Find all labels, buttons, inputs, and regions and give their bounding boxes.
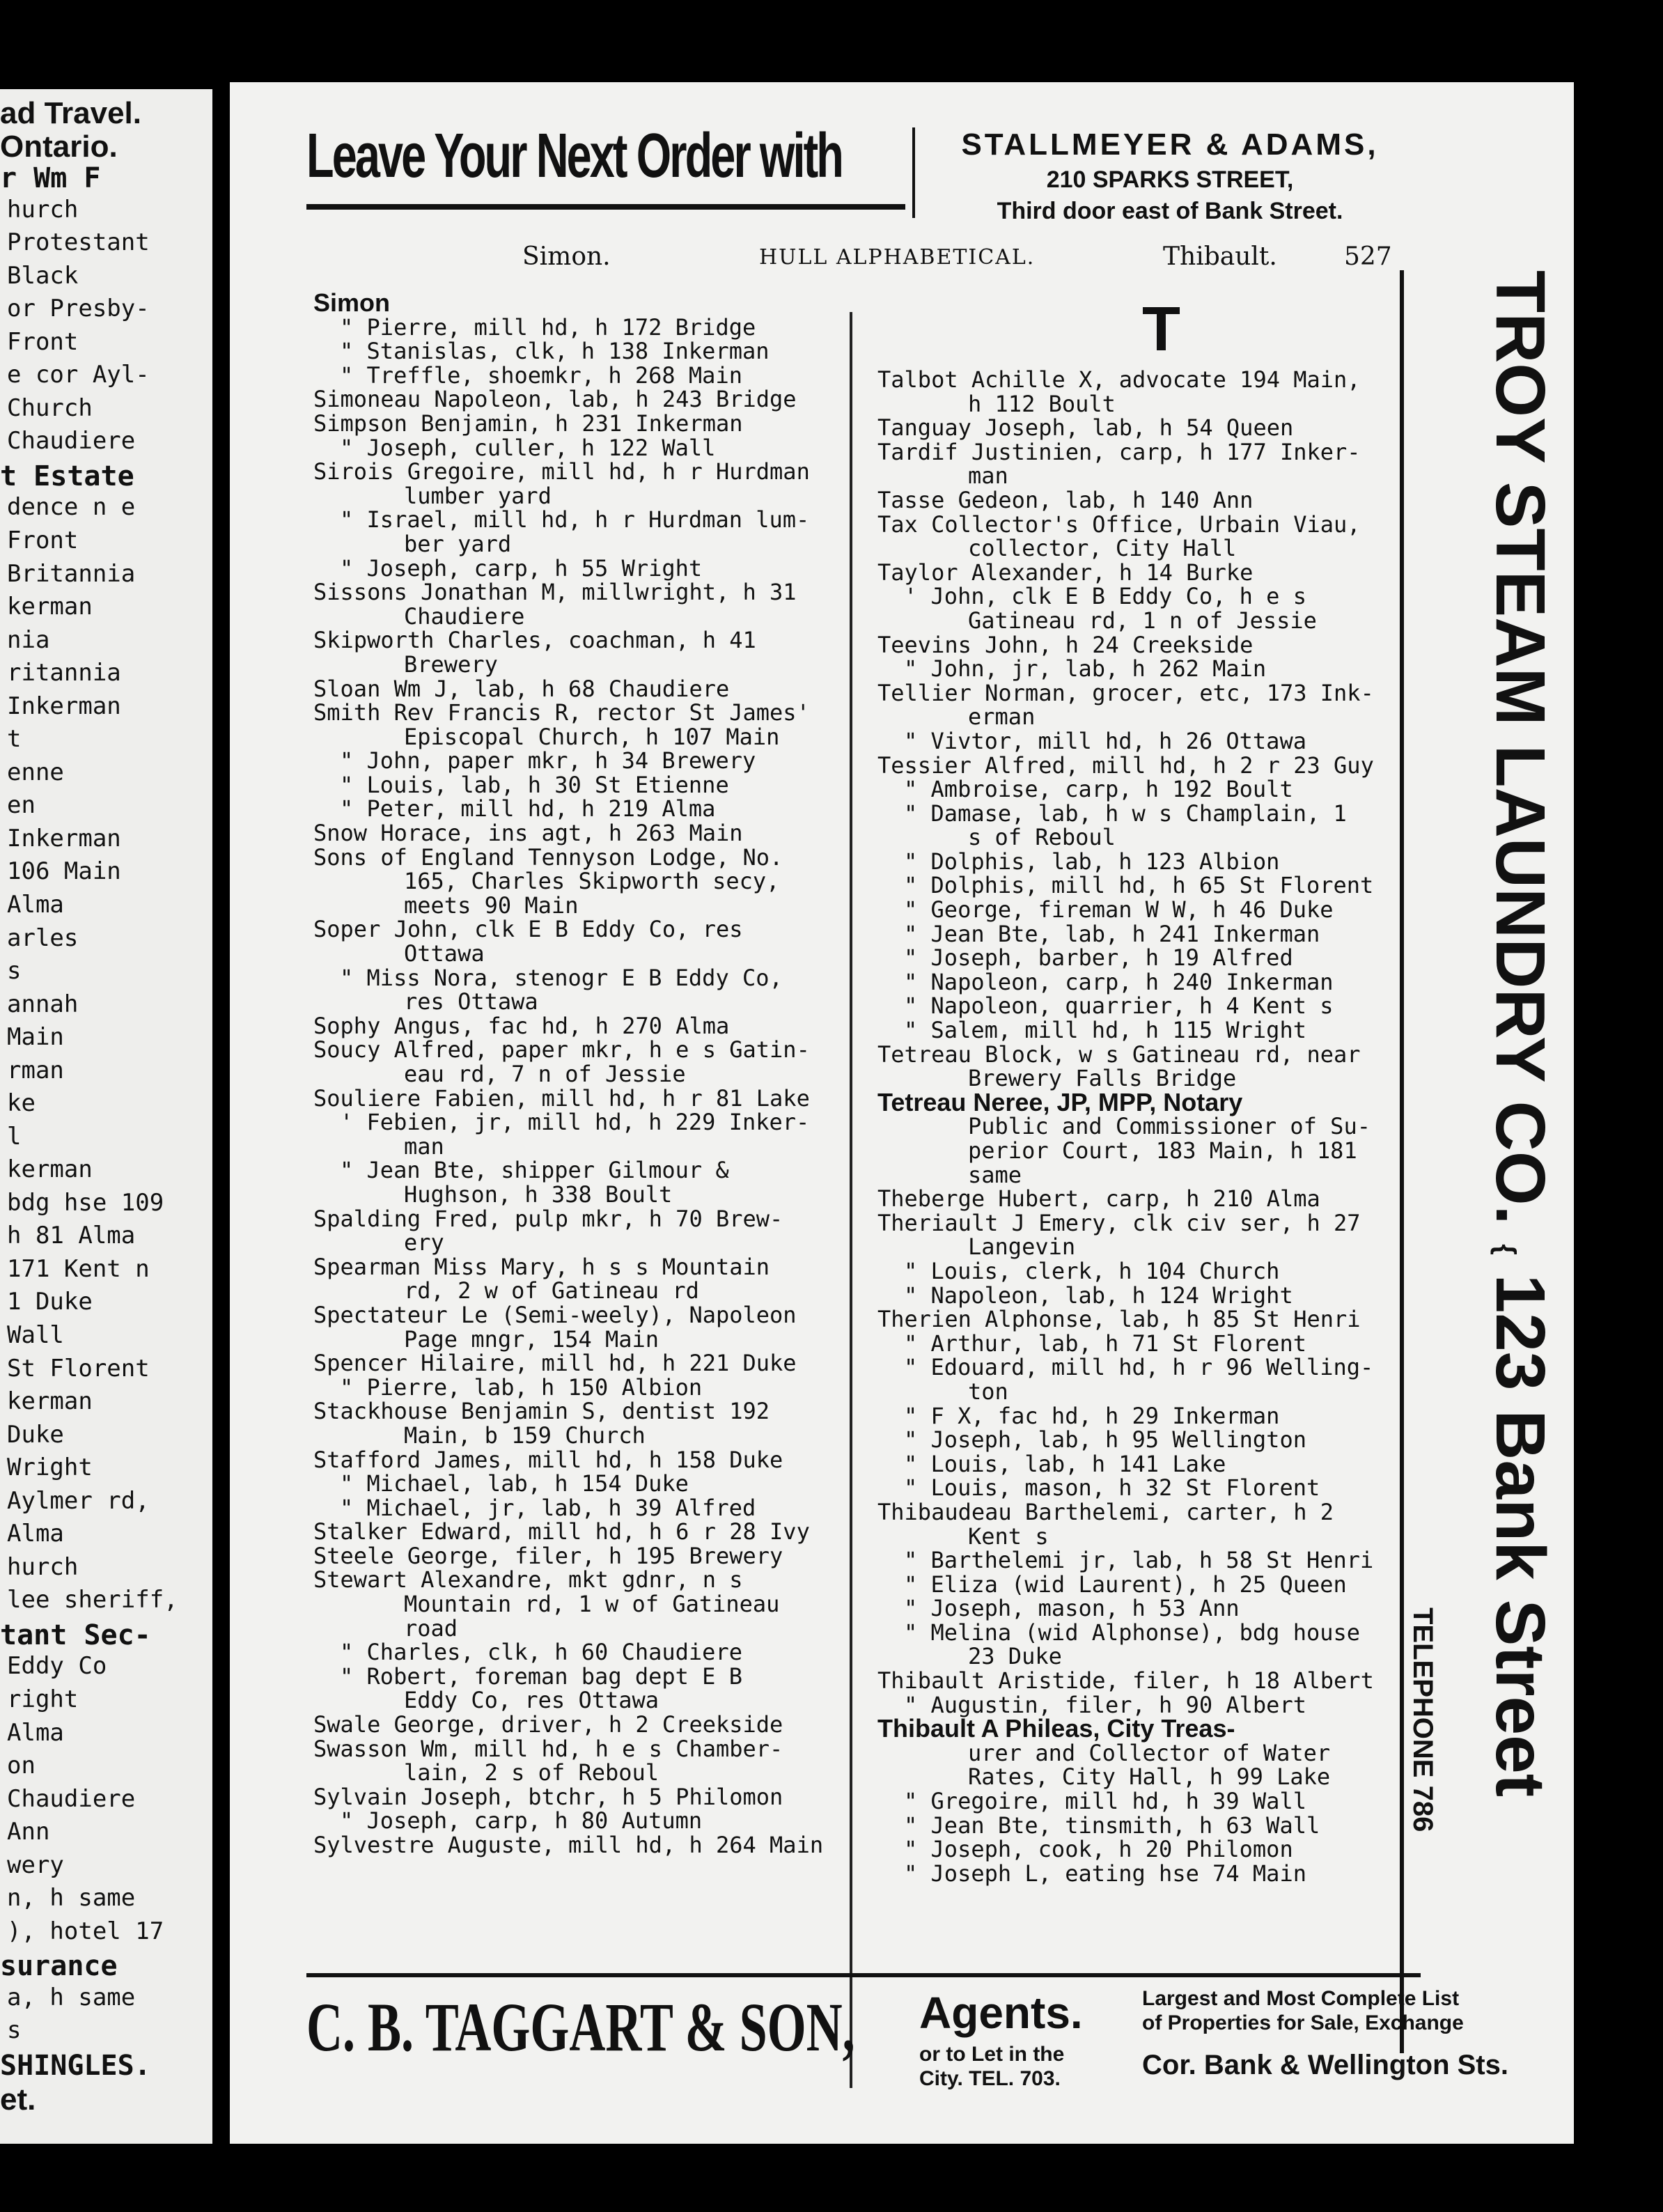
listing-line: meets 90 Main: [404, 891, 579, 919]
listing-line: Stafford James, mill hd, h 158 Duke: [313, 1446, 783, 1473]
previous-page-line: 106 Main: [7, 857, 121, 886]
previous-page-line: Aylmer rd,: [7, 1486, 150, 1515]
previous-page-line: arles: [7, 924, 79, 952]
listing-line: Tessier Alfred, mill hd, h 2 r 23 Guy: [877, 751, 1374, 779]
listing-line: Swasson Wm, mill hd, h e s Chamber-: [313, 1735, 783, 1762]
listing-line: Ottawa: [404, 940, 485, 967]
listing-line: lumber yard: [404, 482, 552, 509]
listing-line: Stalker Edward, mill hd, h 6 r 28 Ivy: [313, 1518, 810, 1545]
previous-page-line: bdg hse 109: [7, 1188, 164, 1217]
previous-page-fragment: [0, 89, 212, 2144]
previous-page-line: Main: [7, 1023, 64, 1052]
previous-page-line: nia: [7, 625, 50, 654]
previous-page-line: wery: [7, 1851, 64, 1879]
bottom-ad-rule: [306, 1973, 1421, 1977]
top-ad-address: 210 SPARKS STREET,: [1046, 166, 1294, 193]
listing-line: " George, fireman W W, h 46 Duke: [904, 896, 1334, 924]
listing-line: Hughson, h 338 Boult: [404, 1181, 673, 1208]
listing-line: " Augustin, filer, h 90 Albert: [904, 1691, 1306, 1718]
listing-line: eau rd, 7 n of Jessie: [404, 1061, 686, 1087]
listing-line: Tax Collector's Office, Urbain Viau,: [877, 511, 1361, 538]
listing-line: Spalding Fred, pulp mkr, h 70 Brew-: [313, 1205, 783, 1232]
previous-page-line: l: [7, 1122, 22, 1151]
side-ad-address: 123 Bank Street: [1481, 1274, 1559, 1798]
previous-page-line: on: [7, 1752, 36, 1780]
listing-line: " F X, fac hd, h 29 Inkerman: [904, 1402, 1280, 1429]
previous-page-line: hurch: [7, 195, 79, 224]
listing-line: Thibaudeau Barthelemi, carter, h 2: [877, 1498, 1334, 1525]
listing-line: Spearman Miss Mary, h s s Mountain: [313, 1253, 770, 1280]
listing-line: Swale George, driver, h 2 Creekside: [313, 1711, 783, 1738]
side-ad-telephone: TELEPHONE 786: [1407, 1607, 1438, 1832]
listing-line: 165, Charles Skipworth secy,: [404, 868, 780, 895]
listing-line: Souliere Fabien, mill hd, h r 81 Lake: [313, 1084, 810, 1112]
bottom-ad-agents: Agents.: [919, 1988, 1083, 2038]
listing-line: urer and Collector of Water: [968, 1739, 1331, 1766]
previous-page-line: surance: [0, 1950, 118, 1983]
side-ad-rule: [1400, 270, 1404, 2053]
listing-line: " Michael, lab, h 154 Duke: [340, 1470, 689, 1497]
previous-page-line: r Wm F: [0, 162, 101, 195]
previous-page-line: Alma: [7, 890, 64, 919]
listing-line: Thibault Aristide, filer, h 18 Albert: [877, 1667, 1374, 1695]
listing-line: Spectateur Le (Semi-weely), Napoleon: [313, 1301, 797, 1328]
listing-line: collector, City Hall: [968, 535, 1237, 562]
previous-page-line: ke: [7, 1089, 36, 1118]
previous-page-line: ad Travel.: [0, 96, 142, 130]
directory-page: [230, 82, 1574, 2144]
top-advertisement: [306, 120, 1574, 260]
previous-page-line: a, h same: [7, 1983, 136, 2011]
listing-line: 23 Duke: [968, 1643, 1062, 1670]
listing-line: " Gregoire, mill hd, h 39 Wall: [904, 1788, 1306, 1815]
listing-line: Snow Horace, ins agt, h 263 Main: [313, 820, 743, 847]
listing-line: s of Reboul: [968, 824, 1116, 851]
previous-page-line: Church: [7, 394, 93, 422]
listing-line: Tellier Norman, grocer, etc, 173 Ink-: [877, 679, 1374, 706]
top-ad-company: STALLMEYER & ADAMS,: [961, 127, 1379, 162]
listing-line: " Salem, mill hd, h 115 Wright: [904, 1017, 1306, 1044]
listing-line: " John, jr, lab, h 262 Main: [904, 655, 1267, 683]
previous-page-line: kerman: [7, 593, 93, 621]
listing-line: Eddy Co, res Ottawa: [404, 1687, 659, 1714]
previous-page-line: SHINGLES.: [0, 2049, 151, 2082]
previous-page-line: Duke: [7, 1420, 64, 1449]
previous-page-line: Wright: [7, 1454, 93, 1482]
side-ad-company: TROY STEAM LAUNDRY CO.: [1481, 270, 1559, 1225]
listing-line: " Jean Bte, shipper Gilmour &: [340, 1157, 729, 1184]
previous-page-line: annah: [7, 990, 79, 1018]
listing-line: Kent s: [968, 1522, 1049, 1550]
listing-line: Sophy Angus, fac hd, h 270 Alma: [313, 1012, 730, 1039]
listing-line: " Pierre, lab, h 150 Albion: [340, 1373, 703, 1401]
listing-line: Simon: [313, 288, 391, 317]
listing-line: Taylor Alexander, h 14 Burke: [877, 559, 1254, 586]
listing-line: Public and Commissioner of Su-: [968, 1113, 1371, 1140]
listing-line: " Barthelemi jr, lab, h 58 St Henri: [904, 1547, 1374, 1574]
listing-line: " Miss Nora, stenogr E B Eddy Co,: [340, 964, 783, 991]
previous-page-line: ritannia: [7, 659, 121, 687]
listing-line: " Louis, mason, h 32 St Florent: [904, 1474, 1320, 1502]
listing-line: Mountain rd, 1 w of Gatineau: [404, 1591, 780, 1618]
previous-page-line: dence n e: [7, 493, 136, 522]
listing-line: Soucy Alfred, paper mkr, h e s Gatin-: [313, 1036, 810, 1064]
previous-page-line: lee sheriff,: [7, 1586, 178, 1614]
listing-line: Tetreau Block, w s Gatineau rd, near: [877, 1041, 1361, 1068]
listing-line: erman: [968, 703, 1036, 731]
listing-line: " Stanislas, clk, h 138 Inkerman: [340, 338, 770, 365]
listing-line: " Louis, lab, h 141 Lake: [904, 1450, 1226, 1477]
listing-line: Skipworth Charles, coachman, h 41: [313, 627, 756, 654]
listing-line: Steele George, filer, h 195 Brewery: [313, 1542, 783, 1569]
listing-line: Tasse Gedeon, lab, h 140 Ann: [877, 486, 1254, 513]
column-divider: [850, 312, 852, 2088]
listing-line: Theriault J Emery, clk civ ser, h 27: [877, 1209, 1361, 1236]
top-ad-slogan: Leave Your Next Order with: [306, 121, 842, 191]
listing-line: " Joseph, lab, h 95 Wellington: [904, 1426, 1306, 1454]
previous-page-line: 1 Duke: [7, 1288, 93, 1316]
listing-line: " Damase, lab, h w s Champlain, 1: [904, 800, 1347, 827]
listing-line: " Ambroise, carp, h 192 Boult: [904, 776, 1293, 803]
listing-line: Tanguay Joseph, lab, h 54 Queen: [877, 414, 1294, 442]
listing-line: res Ottawa: [404, 988, 538, 1015]
listing-line: road: [404, 1614, 458, 1642]
previous-page-line: tant Sec-: [0, 1619, 151, 1651]
listing-line: " John, paper mkr, h 34 Brewery: [340, 747, 756, 774]
listing-line: Spencer Hilaire, mill hd, h 221 Duke: [313, 1350, 797, 1377]
top-ad-underline: [306, 204, 905, 210]
listing-line: " Joseph, carp, h 80 Autumn: [340, 1807, 703, 1835]
previous-page-line: Front: [7, 527, 79, 555]
previous-page-line: ), hotel 17: [7, 1917, 164, 1945]
listing-line: " Napoleon, quarrier, h 4 Kent s: [904, 992, 1334, 1020]
top-ad-location: Third door east of Bank Street.: [997, 198, 1343, 224]
listing-line: h 112 Boult: [968, 390, 1116, 417]
previous-page-line: Ann: [7, 1818, 50, 1846]
previous-page-line: Alma: [7, 1520, 64, 1548]
listing-line: Sloan Wm J, lab, h 68 Chaudiere: [313, 675, 730, 702]
listing-line: Talbot Achille X, advocate 194 Main,: [877, 366, 1361, 393]
left-column-listings: [313, 288, 843, 1858]
listing-line: Page mngr, 154 Main: [404, 1325, 659, 1353]
header-right-word: Thibault.: [1163, 242, 1277, 271]
listing-line: " Napoleon, carp, h 240 Inkerman: [904, 968, 1334, 995]
listing-line: " Joseph, barber, h 19 Alfred: [904, 944, 1293, 972]
listing-line: " Joseph L, eating hse 74 Main: [904, 1860, 1306, 1887]
listing-line: Sirois Gregoire, mill hd, h r Hurdman: [313, 458, 810, 485]
previous-page-line: kerman: [7, 1387, 93, 1416]
listing-line: Chaudiere: [404, 602, 525, 630]
listing-line: " Robert, foreman bag dept E B: [340, 1662, 742, 1690]
listing-line: " Joseph, cook, h 20 Philomon: [904, 1836, 1293, 1863]
listing-line: " Joseph, mason, h 53 Ann: [904, 1595, 1240, 1622]
listing-line: Teevins John, h 24 Creekside: [877, 631, 1254, 658]
listing-line: " Napoleon, lab, h 124 Wright: [904, 1282, 1293, 1309]
listing-line: Smith Rev Francis R, rector St James': [313, 699, 810, 726]
listing-line: " Charles, clk, h 60 Chaudiere: [340, 1639, 742, 1666]
listing-line: " Arthur, lab, h 71 St Florent: [904, 1330, 1306, 1357]
listing-line: " Peter, mill hd, h 219 Alma: [340, 795, 716, 823]
bottom-ad-corner: Cor. Bank & Wellington Sts.: [1142, 2050, 1508, 2080]
previous-page-line: kerman: [7, 1155, 93, 1184]
previous-page-line: Alma: [7, 1718, 64, 1747]
side-advertisement: [1400, 270, 1574, 2053]
previous-page-line: e cor Ayl-: [7, 361, 150, 389]
listing-line: Therien Alphonse, lab, h 85 St Henri: [877, 1306, 1361, 1333]
listing-line: " Eliza (wid Laurent), h 25 Queen: [904, 1571, 1347, 1598]
listing-line: " Pierre, mill hd, h 172 Bridge: [340, 313, 756, 341]
listing-line: " Dolphis, lab, h 123 Albion: [904, 848, 1280, 875]
listing-line: " Louis, clerk, h 104 Church: [904, 1257, 1280, 1284]
listing-line: rd, 2 w of Gatineau rd: [404, 1277, 699, 1304]
listing-line: ber yard: [404, 530, 512, 557]
listing-line: Stackhouse Benjamin S, dentist 192: [313, 1398, 770, 1425]
previous-page-line: Eddy Co: [7, 1652, 107, 1681]
previous-page-line: s: [7, 957, 22, 986]
previous-page-line: t: [7, 725, 22, 754]
section-letter: T: [1142, 295, 1180, 364]
listing-line: Simpson Benjamin, h 231 Inkerman: [313, 410, 743, 437]
previous-page-line: or Presby-: [7, 295, 150, 323]
listing-line: same: [968, 1161, 1022, 1188]
bottom-ad-company: C. B. TAGGART & SON,: [306, 1988, 855, 2066]
listing-line: " Melina (wid Alphonse), bdg house: [904, 1619, 1361, 1646]
previous-page-line: n, h same: [7, 1884, 136, 1913]
listing-line: Langevin: [968, 1233, 1076, 1261]
previous-page-line: t Estate: [0, 460, 134, 492]
listing-line: Brewery: [404, 651, 498, 678]
listing-line: man: [404, 1132, 444, 1160]
header-title: HULL ALPHABETICAL.: [759, 245, 1036, 270]
bottom-ad-list-line-2: of Properties for Sale, Exchange: [1142, 2011, 1464, 2034]
previous-page-line: s: [7, 2016, 22, 2045]
listing-line: ery: [404, 1229, 444, 1256]
listing-line: " Dolphis, mill hd, h 65 St Florent: [904, 872, 1374, 899]
listing-line: " Jean Bte, lab, h 241 Inkerman: [904, 920, 1320, 947]
listing-line: Brewery Falls Bridge: [968, 1065, 1237, 1092]
previous-page-line: St Florent: [7, 1354, 150, 1382]
previous-page-line: en: [7, 791, 36, 820]
listing-line: Stewart Alexandre, mkt gdnr, n s: [313, 1566, 743, 1594]
page-number: 527: [1344, 242, 1392, 271]
listing-line: man: [968, 462, 1008, 490]
listing-line: Rates, City Hall, h 99 Lake: [968, 1763, 1331, 1791]
previous-page-line: Wall: [7, 1321, 64, 1350]
previous-page-line: Inkerman: [7, 824, 121, 852]
previous-page-line: Black: [7, 261, 79, 290]
previous-page-line: enne: [7, 758, 64, 786]
listing-line: Gatineau rd, 1 n of Jessie: [968, 607, 1317, 634]
listing-line: " Israel, mill hd, h r Hurdman lum-: [340, 506, 810, 533]
previous-page-line: Front: [7, 327, 79, 356]
previous-page-line: et.: [0, 2082, 36, 2117]
listing-line: ' John, clk E B Eddy Co, h e s: [904, 583, 1306, 610]
listing-line: ton: [968, 1378, 1008, 1405]
previous-page-line: Chaudiere: [7, 427, 136, 455]
listing-line: ' Febien, jr, mill hd, h 229 Inker-: [340, 1109, 810, 1136]
listing-line: " Treffle, shoemkr, h 268 Main: [340, 361, 742, 389]
listing-line: Sons of England Tennyson Lodge, No.: [313, 843, 783, 871]
previous-page-line: Britannia: [7, 559, 136, 588]
listing-line: Sylvestre Auguste, mill hd, h 264 Main: [313, 1832, 824, 1858]
listing-line: " Louis, lab, h 30 St Etienne: [340, 771, 729, 798]
previous-page-line: h 81 Alma: [7, 1222, 136, 1250]
previous-page-line: 171 Kent n: [7, 1254, 150, 1283]
listing-line: Sissons Jonathan M, millwright, h 31: [313, 579, 797, 606]
listing-line: " Joseph, culler, h 122 Wall: [340, 434, 716, 461]
listing-line: " Jean Bte, tinsmith, h 63 Wall: [904, 1812, 1320, 1839]
listing-line: Theberge Hubert, carp, h 210 Alma: [877, 1185, 1320, 1213]
listing-line: Episcopal Church, h 107 Main: [404, 723, 780, 750]
top-ad-separator: [912, 127, 915, 218]
previous-page-line: Ontario.: [0, 129, 118, 164]
listing-line: " Michael, jr, lab, h 39 Alfred: [340, 1494, 756, 1521]
bottom-ad-list-line-1: Largest and Most Complete List: [1142, 1987, 1460, 2010]
listing-line: " Vivtor, mill hd, h 26 Ottawa: [904, 727, 1306, 754]
previous-page-line: Chaudiere: [7, 1784, 136, 1813]
listing-line: " Joseph, carp, h 55 Wright: [340, 554, 703, 582]
top-ad-company-block: [926, 127, 1414, 225]
listing-line: Soper John, clk E B Eddy Co, res: [313, 916, 743, 943]
side-ad-text: TROY STEAM LAUNDRY CO. { 123 Bank Street: [1481, 270, 1559, 1798]
previous-page-line: Inkerman: [7, 692, 121, 720]
listing-line: Thibault A Phileas, City Treas-: [877, 1714, 1235, 1743]
bottom-advertisement: [306, 1973, 1574, 2126]
listing-line: " Edouard, mill hd, h r 96 Welling-: [904, 1354, 1374, 1381]
bottom-ad-let-line-1: or to Let in the: [919, 2043, 1065, 2066]
bottom-ad-let-line-2: City. TEL. 703.: [919, 2067, 1061, 2090]
listing-line: Sylvain Joseph, btchr, h 5 Philomon: [313, 1783, 783, 1810]
header-left-word: Simon.: [522, 242, 611, 271]
listing-line: perior Court, 183 Main, h 181: [968, 1137, 1357, 1164]
previous-page-line: rman: [7, 1056, 64, 1084]
right-column-listings: [877, 291, 1407, 1885]
listing-line: Main, b 159 Church: [404, 1422, 646, 1449]
listing-line: Tardif Justinien, carp, h 177 Inker-: [877, 438, 1361, 465]
previous-page-line: hurch: [7, 1552, 79, 1581]
listing-line: Simoneau Napoleon, lab, h 243 Bridge: [313, 386, 797, 413]
running-header: [306, 242, 1392, 284]
previous-page-line: right: [7, 1685, 79, 1713]
listing-line: Tetreau Neree, JP, MPP, Notary: [877, 1087, 1243, 1116]
listing-line: lain, 2 s of Reboul: [404, 1759, 659, 1786]
previous-page-line: Protestant: [7, 228, 150, 257]
